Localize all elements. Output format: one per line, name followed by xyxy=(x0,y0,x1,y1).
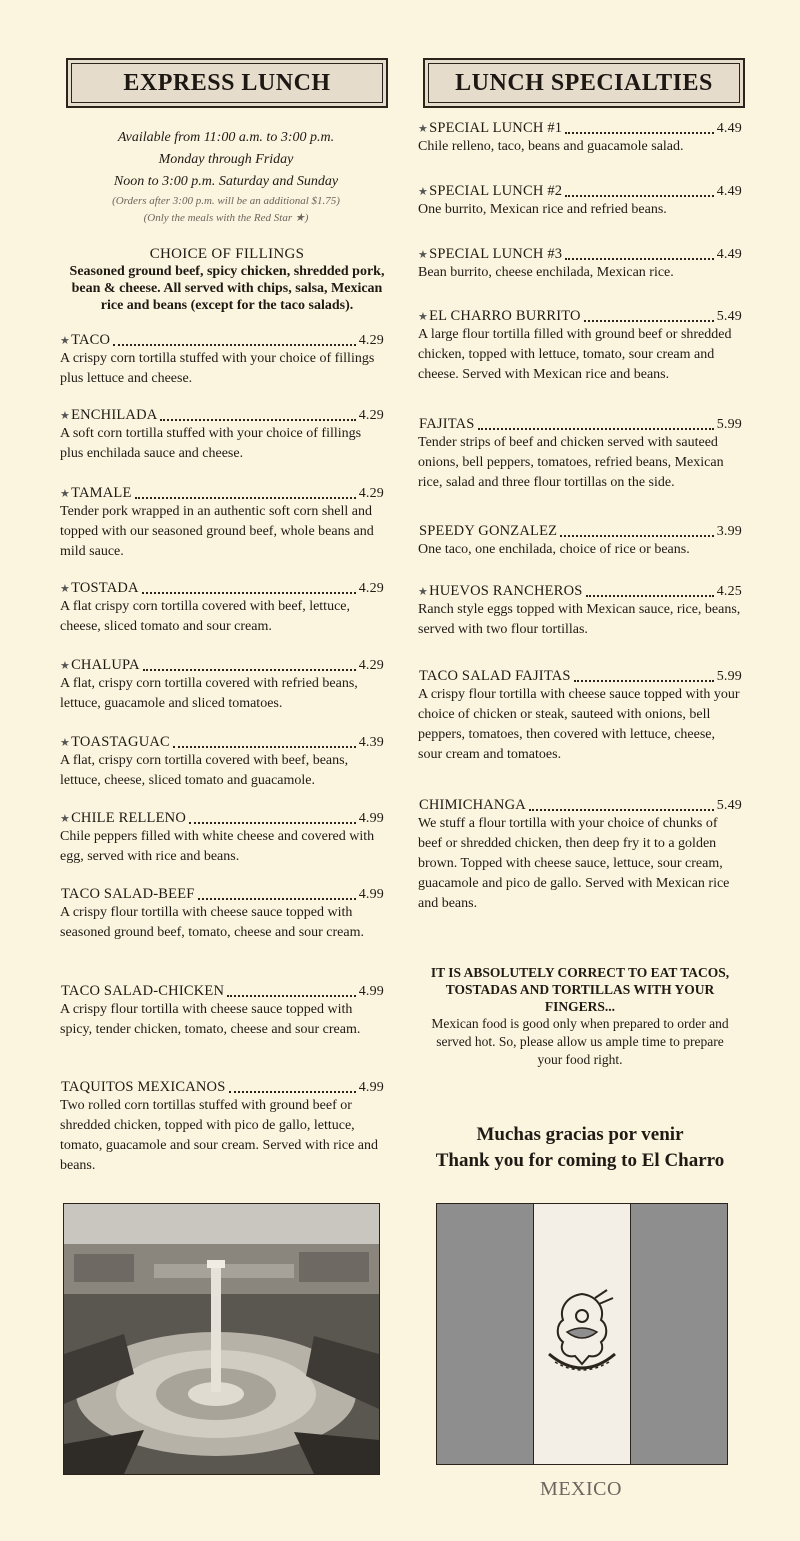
menu-item-price: 4.29 xyxy=(358,658,384,673)
dot-leader xyxy=(143,669,356,671)
menu-item-description: A crispy flour tortilla with cheese sauce topped with spicy, tender chicken, tomato, cheese and sour cream. xyxy=(60,1002,361,1037)
menu-item-name: CHIMICHANGA xyxy=(419,797,526,813)
red-star-icon: ★ xyxy=(60,813,71,825)
plaza-illustration xyxy=(64,1204,379,1474)
menu-item xyxy=(60,1079,384,1176)
menu-item xyxy=(60,886,384,943)
menu-item xyxy=(418,308,742,385)
dot-leader xyxy=(113,344,356,346)
menu-item-price: 4.49 xyxy=(716,247,742,262)
menu-item-name: HUEVOS RANCHEROS xyxy=(429,583,583,599)
menu-item-title xyxy=(60,332,384,349)
menu-item-price: 4.99 xyxy=(358,887,384,902)
menu-item-name: TACO SALAD-CHICKEN xyxy=(61,983,225,999)
dot-leader xyxy=(586,595,714,597)
red-star-icon: ★ xyxy=(418,123,429,135)
menu-item xyxy=(418,797,742,914)
menu-item xyxy=(60,657,384,714)
menu-item-title xyxy=(60,485,384,502)
notice-title: IT IS ABSOLUTELY CORRECT TO EAT TACOS, TOSTADAS AND TORTILLAS WITH YOUR FINGERS... xyxy=(430,965,730,1014)
menu-item-price: 5.99 xyxy=(716,417,742,432)
menu-item-name: EL CHARRO BURRITO xyxy=(429,308,581,324)
menu-item xyxy=(418,183,742,220)
dot-leader xyxy=(574,680,714,682)
menu-item xyxy=(60,983,384,1040)
availability-block xyxy=(66,127,386,227)
thanks-english: Thank you for coming to El Charro xyxy=(435,1150,725,1171)
availability-line: Available from 11:00 a.m. to 3:00 p.m. xyxy=(117,130,335,145)
availability-note: (Orders after 3:00 p.m. will be an additional $1.75) xyxy=(112,195,340,207)
dot-leader xyxy=(529,809,714,811)
flag-band-center xyxy=(533,1204,631,1464)
dot-leader xyxy=(142,592,356,594)
flag-band-right xyxy=(631,1204,727,1464)
menu-item-title xyxy=(418,183,742,200)
red-star-icon: ★ xyxy=(418,311,429,323)
dot-leader xyxy=(135,497,356,499)
menu-item-price: 4.29 xyxy=(358,486,384,501)
red-star-icon: ★ xyxy=(60,660,71,672)
fillings-heading: CHOICE OF FILLINGS xyxy=(149,246,305,262)
menu-item-description: Chile relleno, taco, beans and guacamole salad. xyxy=(418,139,684,154)
dot-leader xyxy=(189,822,356,824)
menu-item-name: CHILE RELLENO xyxy=(71,810,187,826)
menu-item xyxy=(60,485,384,562)
menu-item-description: Ranch style eggs topped with Mexican sauce, rice, beans, served with two flour tortillas. xyxy=(418,602,741,637)
dot-leader xyxy=(560,535,714,537)
menu-item-title xyxy=(418,308,742,325)
menu-item-price: 4.99 xyxy=(358,984,384,999)
menu-item xyxy=(418,583,742,640)
menu-item-description: A crispy flour tortilla with cheese sauce topped with your choice of chicken or steak, sauteed with onions, bell peppers, tomatoes, then covered with lettuce, cheese, sour cream and tomatoes. xyxy=(418,687,740,762)
menu-item-price: 4.29 xyxy=(358,333,384,348)
menu-item-description: Two rolled corn tortillas stuffed with ground beef or shredded chicken, topped with pico de gallo, lettuce, tomato, guacamole and sour cream. Served with rice and beans. xyxy=(60,1098,378,1173)
dot-leader xyxy=(173,746,356,748)
menu-item xyxy=(418,523,742,560)
menu-item-price: 4.99 xyxy=(358,811,384,826)
menu-item-name: TAQUITOS MEXICANOS xyxy=(61,1079,226,1095)
dot-leader xyxy=(227,995,356,997)
eagle-emblem-icon xyxy=(537,1284,627,1384)
red-star-icon: ★ xyxy=(418,586,429,598)
thanks-spanish: Muchas gracias por venir xyxy=(476,1124,684,1145)
availability-line: Monday through Friday xyxy=(158,152,294,167)
menu-item-price: 5.49 xyxy=(716,309,742,324)
availability-note: (Only the meals with the Red Star ★) xyxy=(143,212,309,224)
menu-item-description: Bean burrito, cheese enchilada, Mexican rice. xyxy=(418,265,674,280)
notice-text: Mexican food is good only when prepared to order and served hot. So, please allow us ample time to prepare your food right. xyxy=(431,1016,729,1067)
menu-item-title xyxy=(60,810,384,827)
menu-item-price: 4.49 xyxy=(716,121,742,136)
menu-item-title xyxy=(418,246,742,263)
menu-item-price: 4.39 xyxy=(358,735,384,750)
menu-item-name: TOSTADA xyxy=(71,580,139,596)
menu-item-name: FAJITAS xyxy=(419,416,475,432)
fingers-notice xyxy=(428,964,732,1069)
red-star-icon: ★ xyxy=(418,186,429,198)
red-star-icon: ★ xyxy=(60,488,71,500)
menu-item xyxy=(60,580,384,637)
mexico-flag xyxy=(436,1203,728,1465)
menu-item-title xyxy=(418,583,742,600)
red-star-icon: ★ xyxy=(418,249,429,261)
dot-leader xyxy=(584,320,714,322)
menu-item-title xyxy=(418,120,742,137)
menu-item-title xyxy=(60,734,384,751)
menu-item xyxy=(418,668,742,765)
menu-item-price: 4.29 xyxy=(358,408,384,423)
menu-item xyxy=(418,416,742,493)
fillings-text: Seasoned ground beef, spicy chicken, shredded pork, bean & cheese. All served with chips, salsa, Mexican rice and beans (except for the taco salads). xyxy=(69,264,385,313)
menu-item-title xyxy=(418,797,742,814)
menu-item-price: 4.29 xyxy=(358,581,384,596)
menu-item-name: TACO xyxy=(71,332,111,348)
dot-leader xyxy=(229,1091,356,1093)
flag-band-left xyxy=(437,1204,533,1464)
menu-item-description: Chile peppers filled with white cheese and covered with egg, served with rice and beans. xyxy=(60,829,375,864)
menu-item xyxy=(60,407,384,464)
menu-item-description: A flat crispy corn tortilla covered with beef, lettuce, cheese, sliced tomato and sour cream. xyxy=(60,599,351,634)
menu-item-title xyxy=(60,657,384,674)
menu-item-name: SPECIAL LUNCH #1 xyxy=(429,120,563,136)
menu-item-description: Tender strips of beef and chicken served with sauteed onions, bell peppers, tomatoes, refried beans, Mexican rice, salad and three flour tortillas on the side. xyxy=(418,435,724,490)
fillings-block xyxy=(62,246,392,314)
menu-item xyxy=(418,120,742,157)
menu-item-name: CHALUPA xyxy=(71,657,140,673)
menu-item xyxy=(418,246,742,283)
menu-item-price: 4.99 xyxy=(358,1080,384,1095)
menu-item-title xyxy=(60,407,384,424)
menu-item-name: TOASTAGUAC xyxy=(71,734,170,750)
menu-item xyxy=(60,734,384,791)
express-lunch-title: EXPRESS LUNCH xyxy=(123,69,331,96)
menu-item-price: 4.49 xyxy=(716,184,742,199)
dot-leader xyxy=(160,419,355,421)
dot-leader xyxy=(198,898,356,900)
menu-item-description: We stuff a flour tortilla with your choice of chunks of beef or shredded chicken, then deep fry it to a golden brown. Topped with cheese sauce, lettuce, sour cream, guacamole and pico de gallo. Served with Mexican rice and beans. xyxy=(418,816,730,911)
menu-item-title xyxy=(418,668,742,685)
express-lunch-header xyxy=(66,58,388,108)
thank-you-block xyxy=(420,1122,740,1174)
availability-line: Noon to 3:00 p.m. Saturday and Sunday xyxy=(113,174,339,189)
menu-item-description: A crispy flour tortilla with cheese sauce topped with seasoned ground beef, tomato, cheese and sour cream. xyxy=(60,905,364,940)
red-star-icon: ★ xyxy=(60,583,71,595)
menu-item-price: 5.99 xyxy=(716,669,742,684)
lunch-specialties-title: LUNCH SPECIALTIES xyxy=(455,69,713,96)
flag-caption: MEXICO xyxy=(540,1478,622,1500)
lunch-specialties-header xyxy=(423,58,745,108)
menu-item-name: SPECIAL LUNCH #2 xyxy=(429,183,563,199)
menu-item-title xyxy=(60,886,384,903)
menu-item-description: A flat, crispy corn tortilla covered with refried beans, lettuce, guacamole and sliced tomatoes. xyxy=(60,676,358,711)
menu-item-title xyxy=(60,983,384,1000)
red-star-icon: ★ xyxy=(60,335,71,347)
menu-item xyxy=(60,810,384,867)
red-star-icon: ★ xyxy=(60,737,71,749)
menu-item-description: One taco, one enchilada, choice of rice or beans. xyxy=(418,542,690,557)
menu-item-name: TAMALE xyxy=(71,485,132,501)
plaza-photo xyxy=(63,1203,380,1475)
menu-item-description: A crispy corn tortilla stuffed with your choice of fillings plus lettuce and cheese. xyxy=(60,351,375,386)
menu-item-name: TACO SALAD FAJITAS xyxy=(419,668,571,684)
menu-item-description: A large flour tortilla filled with ground beef or shredded chicken, topped with lettuce, tomato, sour cream and cheese. Served with Mexican rice and beans. xyxy=(418,327,732,382)
menu-item-price: 5.49 xyxy=(716,798,742,813)
menu-item-description: A flat, crispy corn tortilla covered with beef, beans, lettuce, cheese, sliced tomato and guacamole. xyxy=(60,753,349,788)
dot-leader xyxy=(565,195,713,197)
dot-leader xyxy=(565,132,713,134)
menu-item-title xyxy=(418,416,742,433)
menu-item-title xyxy=(418,523,742,540)
menu-item-name: SPEEDY GONZALEZ xyxy=(419,523,558,539)
dot-leader xyxy=(478,428,714,430)
menu-item-price: 4.25 xyxy=(716,584,742,599)
menu-item-price: 3.99 xyxy=(716,524,742,539)
menu-item-title xyxy=(60,580,384,597)
menu-item-description: One burrito, Mexican rice and refried beans. xyxy=(418,202,667,217)
menu-item-title xyxy=(60,1079,384,1096)
menu-item-name: ENCHILADA xyxy=(71,407,158,423)
menu-item-name: SPECIAL LUNCH #3 xyxy=(429,246,563,262)
menu-item xyxy=(60,332,384,389)
menu-item-description: A soft corn tortilla stuffed with your choice of fillings plus enchilada sauce and cheese. xyxy=(60,426,362,461)
menu-item-description: Tender pork wrapped in an authentic soft corn shell and topped with our seasoned ground beef, whole beans and mild sauce. xyxy=(60,504,374,559)
red-star-icon: ★ xyxy=(60,410,71,422)
menu-item-name: TACO SALAD-BEEF xyxy=(61,886,195,902)
dot-leader xyxy=(565,258,713,260)
